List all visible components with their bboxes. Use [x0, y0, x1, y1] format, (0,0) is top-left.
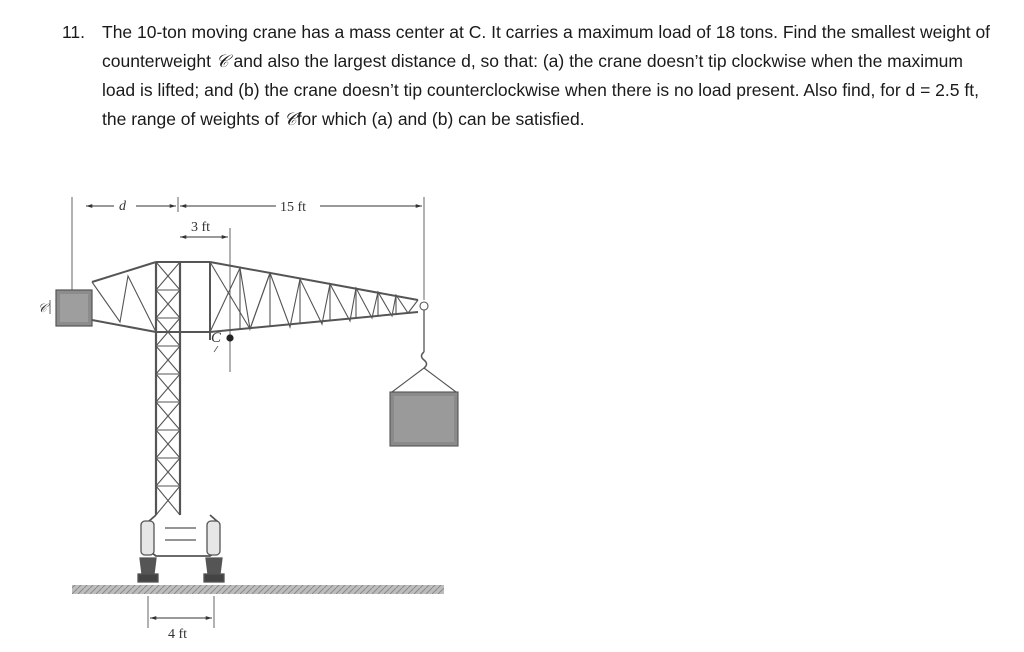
problem-body	[102, 18, 992, 134]
label-d: d	[119, 199, 126, 214]
crane-base	[138, 515, 224, 582]
problem-text-1: The 10-ton moving crane has a mass center at C. It carries a maximum load of 18 tons. Find the smallest weight of counterweight	[102, 22, 991, 71]
counterweight-symbol: 𝒞	[215, 51, 229, 72]
dimension-3ft	[180, 220, 230, 372]
problem-text-2: and also the largest distance d, so that: (a) the crane doesn’t tip clockwise when the maximum load is lifted; and (b) the crane doesn’t tip counterclockwise when there is no load present. Also find, for d = 2.5 ft, the range of weights of	[102, 50, 979, 129]
problem-number: 11.	[62, 22, 86, 42]
label-3ft: 3 ft	[191, 220, 211, 235]
dimension-d	[72, 197, 178, 292]
load-assembly	[390, 302, 458, 446]
label-4ft: 4 ft	[168, 627, 188, 642]
crane-figure	[0, 185, 470, 652]
label-15ft: 15 ft	[280, 200, 307, 215]
boom-truss	[92, 262, 418, 332]
dimension-15ft	[180, 197, 424, 300]
label-counterweight: 𝒞	[38, 301, 47, 315]
label-c: C	[211, 330, 222, 346]
dimension-4ft	[148, 596, 214, 642]
counterweight	[38, 290, 92, 326]
tower-truss	[156, 262, 210, 515]
problem-text-3: for which (a) and (b) can be satisfied.	[296, 108, 585, 129]
counterweight-symbol-2: 𝒞	[283, 109, 297, 130]
ground	[72, 585, 444, 594]
problem-statement	[62, 18, 992, 134]
